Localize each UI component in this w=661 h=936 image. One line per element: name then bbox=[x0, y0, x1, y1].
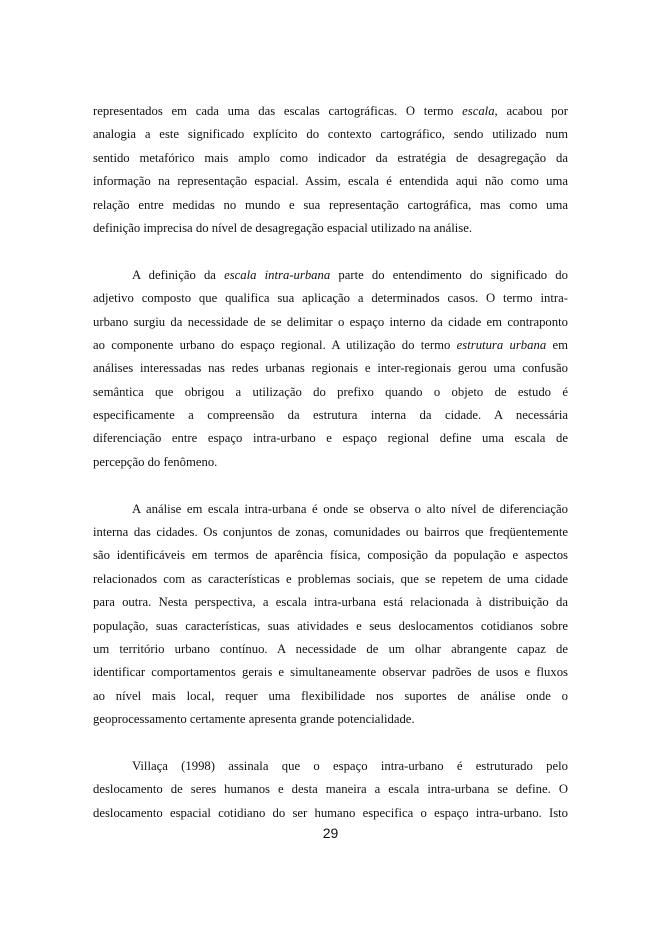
text-line: para outra. Nesta perspectiva, a escala intra-urbana está relacionada à distribuição da bbox=[93, 595, 568, 610]
text-line: definição imprecisa do nível de desagregação espacial utilizado na análise. bbox=[93, 220, 473, 235]
paragraph-1 bbox=[93, 100, 568, 240]
text-line: semântica que obrigou a utilização do prefixo quando o objeto de estudo é bbox=[93, 384, 568, 399]
text-line: adjetivo composto que qualifica sua aplicação a determinados casos. O termo intra- bbox=[93, 291, 568, 306]
text-line: ao componente urbano do espaço regional. A utilização do termo estrutura urbana em bbox=[93, 337, 568, 352]
text-line: relação entre medidas no mundo e sua representação cartográfica, mas como uma bbox=[93, 197, 568, 212]
text-line: A definição da escala intra-urbana parte do entendimento do significado do bbox=[132, 267, 568, 282]
text-line: geoprocessamento certamente apresenta grande potencialidade. bbox=[93, 712, 415, 727]
text-line: especificamente a compreensão da estrutura interna da cidade. A necessária bbox=[93, 408, 568, 423]
text-line: diferenciação entre espaço intra-urbano e espaço regional define uma escala de bbox=[93, 431, 568, 446]
italic-term: estrutura urbana bbox=[456, 337, 547, 352]
body-text bbox=[93, 100, 568, 825]
text-line: percepção do fenômeno. bbox=[93, 454, 218, 469]
paragraph-4 bbox=[93, 755, 568, 825]
text-line: A análise em escala intra-urbana é onde se observa o alto nível de diferenciação bbox=[132, 501, 568, 516]
paragraph-gap bbox=[93, 240, 568, 263]
text-line: população, suas características, suas atividades e seus deslocamentos cotidianos sobre bbox=[93, 618, 568, 633]
text-line: analogia a este significado explícito do contexto cartográfico, sendo utilizado num bbox=[93, 127, 568, 142]
text-line: identificar comportamentos gerais e simultaneamente observar padrões de usos e fluxos bbox=[93, 665, 568, 680]
text-line: interna das cidades. Os conjuntos de zonas, comunidades ou bairros que freqüentemente bbox=[93, 525, 568, 540]
text-line: ao nível mais local, requer uma flexibilidade nos suportes de análise onde o bbox=[93, 688, 568, 703]
italic-term: escala bbox=[462, 104, 495, 118]
text-line: representados em cada uma das escalas cartográficas. O termo escala, acabou por bbox=[93, 104, 568, 118]
text-line: urbano surgiu da necessidade de se delimitar o espaço interno da cidade em contraponto bbox=[93, 314, 568, 329]
text-line: deslocamento de seres humanos e desta maneira a escala intra-urbana se define. O bbox=[93, 782, 568, 797]
text-line: um território urbano contínuo. A necessidade de um olhar abrangente capaz de bbox=[93, 641, 568, 656]
text-line: sentido metafórico mais amplo como indicador da estratégia de desagregação da bbox=[93, 150, 568, 165]
paragraph-2 bbox=[93, 264, 568, 475]
paragraph-gap bbox=[93, 474, 568, 497]
paragraph-gap bbox=[93, 732, 568, 755]
text-line: informação na representação espacial. Assim, escala é entendida aqui não como uma bbox=[93, 174, 568, 189]
text-line: deslocamento espacial cotidiano do ser humano especifica o espaço intra-urbano. Isto bbox=[93, 805, 568, 820]
text-line: Villaça (1998) assinala que o espaço intra-urbano é estruturado pelo bbox=[132, 758, 568, 773]
italic-term: escala intra-urbana bbox=[224, 267, 331, 282]
page-number: 29 bbox=[322, 825, 339, 841]
text-line: relacionados com as características e problemas sociais, que se repetem de uma cidade bbox=[93, 571, 568, 586]
text-line: são identificáveis em termos de aparência física, composição da população e aspectos bbox=[93, 548, 568, 563]
paragraph-3 bbox=[93, 498, 568, 732]
text-line: análises interessadas nas redes urbanas regionais e inter-regionais gerou uma confusão bbox=[93, 361, 568, 376]
